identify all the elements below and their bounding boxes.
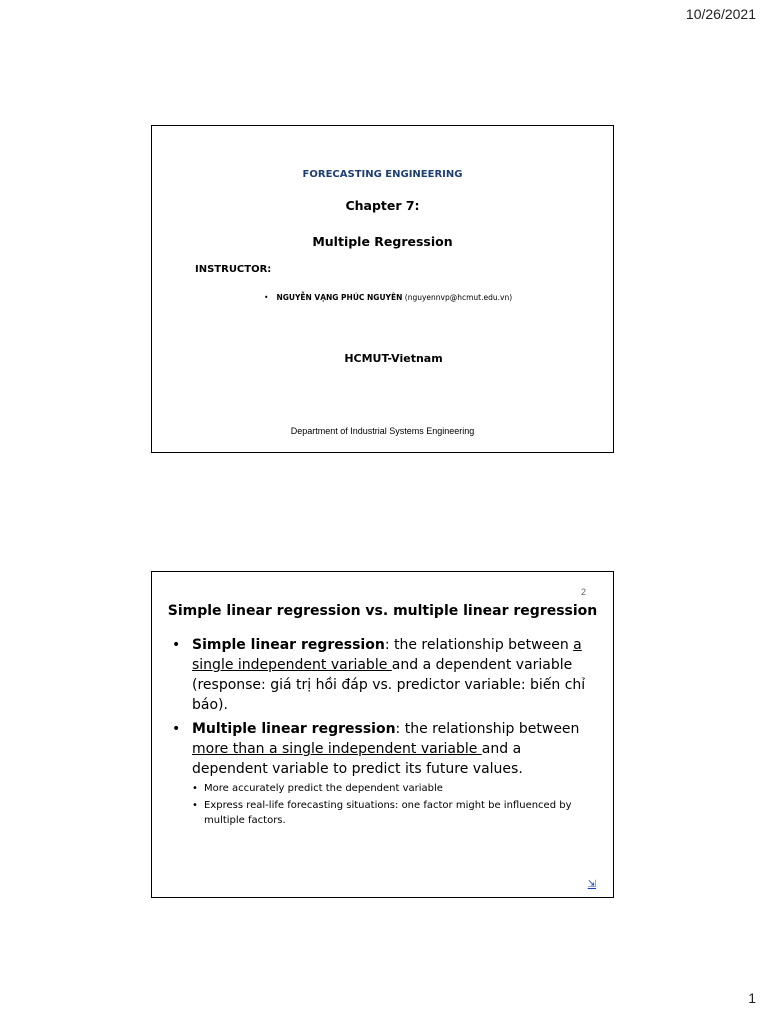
school-name: HCMUT-Vietnam [344,352,443,365]
instructor-name: NGUYỄN VẠNG PHÚC NGUYÊN [276,293,403,302]
instructor-label: INSTRUCTOR: [195,264,272,275]
instructor-entry [264,293,512,302]
underlined-phrase: a single independent variable [192,637,582,673]
bullet-icon: • [192,783,198,794]
department-name: Department of Industrial Systems Engineering [290,426,475,436]
sub-list-item [192,781,597,796]
sub-item-text: Express real-life forecasting situations: one factor might be influenced by multiple factors. [204,800,572,826]
course-title: FORECASTING ENGINEERING [302,169,463,180]
page-number: 1 [748,990,756,1006]
bullet-icon: • [172,721,181,737]
list-item [172,719,597,828]
list-item [172,635,597,715]
item-text: : the relationship between [384,637,574,653]
sub-list-item [192,798,597,828]
slide-1-title [151,125,614,453]
item-text: : the relationship between [395,721,580,737]
slide-2-content [151,571,614,898]
item-text: and a dependent variable (response: giá trị hồi đáp vs. predictor variable: biến chỉ báo). [192,657,586,713]
chapter-topic: Multiple Regression [312,234,453,249]
item-text: and a dependent variable to predict its future values. [192,741,523,777]
slide-title: Simple linear regression vs. multiple linear regression [167,603,598,619]
chapter-label: Chapter 7: [345,198,420,213]
sub-item-text: More accurately predict the dependent variable [204,783,443,794]
bullet-icon: • [264,293,269,302]
underlined-phrase: more than a single independent variable [192,741,482,757]
bullet-list [172,635,597,832]
hyperlink-icon[interactable]: ⇲ [587,879,596,890]
term-simple: Simple linear regression [192,637,385,653]
bullet-icon: • [172,637,181,653]
term-multiple: Multiple linear regression [192,721,396,737]
bullet-icon: • [192,800,198,811]
slide-number: 2 [580,587,586,597]
page-date: 10/26/2021 [685,6,756,22]
sub-list [192,781,597,828]
instructor-email: (nguyennvp@hcmut.edu.vn) [404,293,513,302]
